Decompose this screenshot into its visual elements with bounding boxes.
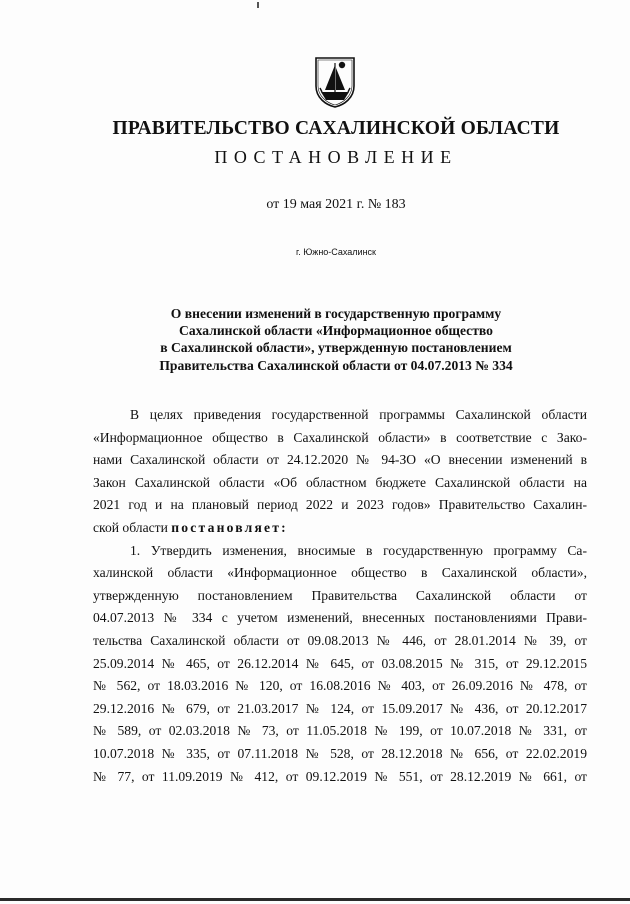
coat-of-arms-icon xyxy=(313,56,357,108)
body-line: № 77, от 11.09.2019 № 412, от 09.12.2019 № 551, от 28.12.2019 № 661, от xyxy=(93,768,587,784)
document-body xyxy=(93,404,587,788)
body-line: 04.07.2013 № 334 с учетом изменений, внесенных постановлениями Прави- xyxy=(93,610,587,626)
body-line: 1. Утвердить изменения, вносимые в государственную программу Са- xyxy=(130,542,587,558)
body-line-decree xyxy=(93,517,587,540)
body-line: 10.07.2018 № 335, от 07.11.2018 № 528, от 28.12.2018 № 656, от 22.02.2019 xyxy=(93,745,587,761)
body-line: 2021 год и на плановый период 2022 и 2023 годов» Правительство Сахалин- xyxy=(93,497,587,513)
subject-line: Правительства Сахалинской области от 04.07.2013 № 334 xyxy=(159,357,513,373)
subject-line: в Сахалинской области», утвержденную постановлением xyxy=(160,340,512,356)
subject-line: Сахалинской области «Информационное общество xyxy=(179,323,493,339)
body-line: В целях приведения государственной программы Сахалинской области xyxy=(130,407,587,422)
body-line: 29.12.2016 № 679, от 21.03.2017 № 124, от 15.09.2017 № 436, от 20.12.2017 xyxy=(93,700,587,716)
government-title: ПРАВИТЕЛЬСТВО САХАЛИНСКОЙ ОБЛАСТИ xyxy=(112,118,560,139)
body-line: Закон Сахалинской области «Об областном бюджете Сахалинской области на xyxy=(93,474,587,490)
body-line: тельства Сахалинской области от 09.08.2013 № 446, от 28.01.2014 № 39, от xyxy=(93,632,587,648)
document-subject xyxy=(0,305,630,374)
decree-word: постановляет: xyxy=(171,519,288,535)
body-line: № 562, от 18.03.2016 № 120, от 16.08.2016 № 403, от 26.09.2016 № 478, от xyxy=(93,678,587,694)
body-line: халинской области «Информационное общество в Сахалинской области», xyxy=(93,565,587,581)
body-line: нами Сахалинской области от 24.12.2020 № 94-ЗО «О внесении изменений в xyxy=(93,452,587,468)
body-line-text: ской области xyxy=(93,519,168,535)
document-type: ПОСТАНОВЛЕНИЕ xyxy=(214,147,458,167)
document-date-number: от 19 мая 2021 г. № 183 xyxy=(266,197,406,212)
subject-line: О внесении изменений в государственную программу xyxy=(170,306,502,321)
body-line: 25.09.2014 № 465, от 26.12.2014 № 645, от 03.08.2015 № 315, от 29.12.2015 xyxy=(93,655,587,671)
page-bottom-edge xyxy=(0,898,630,901)
document-city: г. Южно-Сахалинск xyxy=(296,247,376,257)
body-line: № 589, от 02.03.2018 № 73, от 11.05.2018 № 199, от 10.07.2018 № 331, от xyxy=(93,723,587,739)
body-line: «Информационное общество в Сахалинской области» в соответствие с Зако- xyxy=(93,429,587,445)
scan-mark xyxy=(257,2,259,8)
body-line: утвержденную постановлением Правительства Сахалинской области от xyxy=(93,587,587,603)
